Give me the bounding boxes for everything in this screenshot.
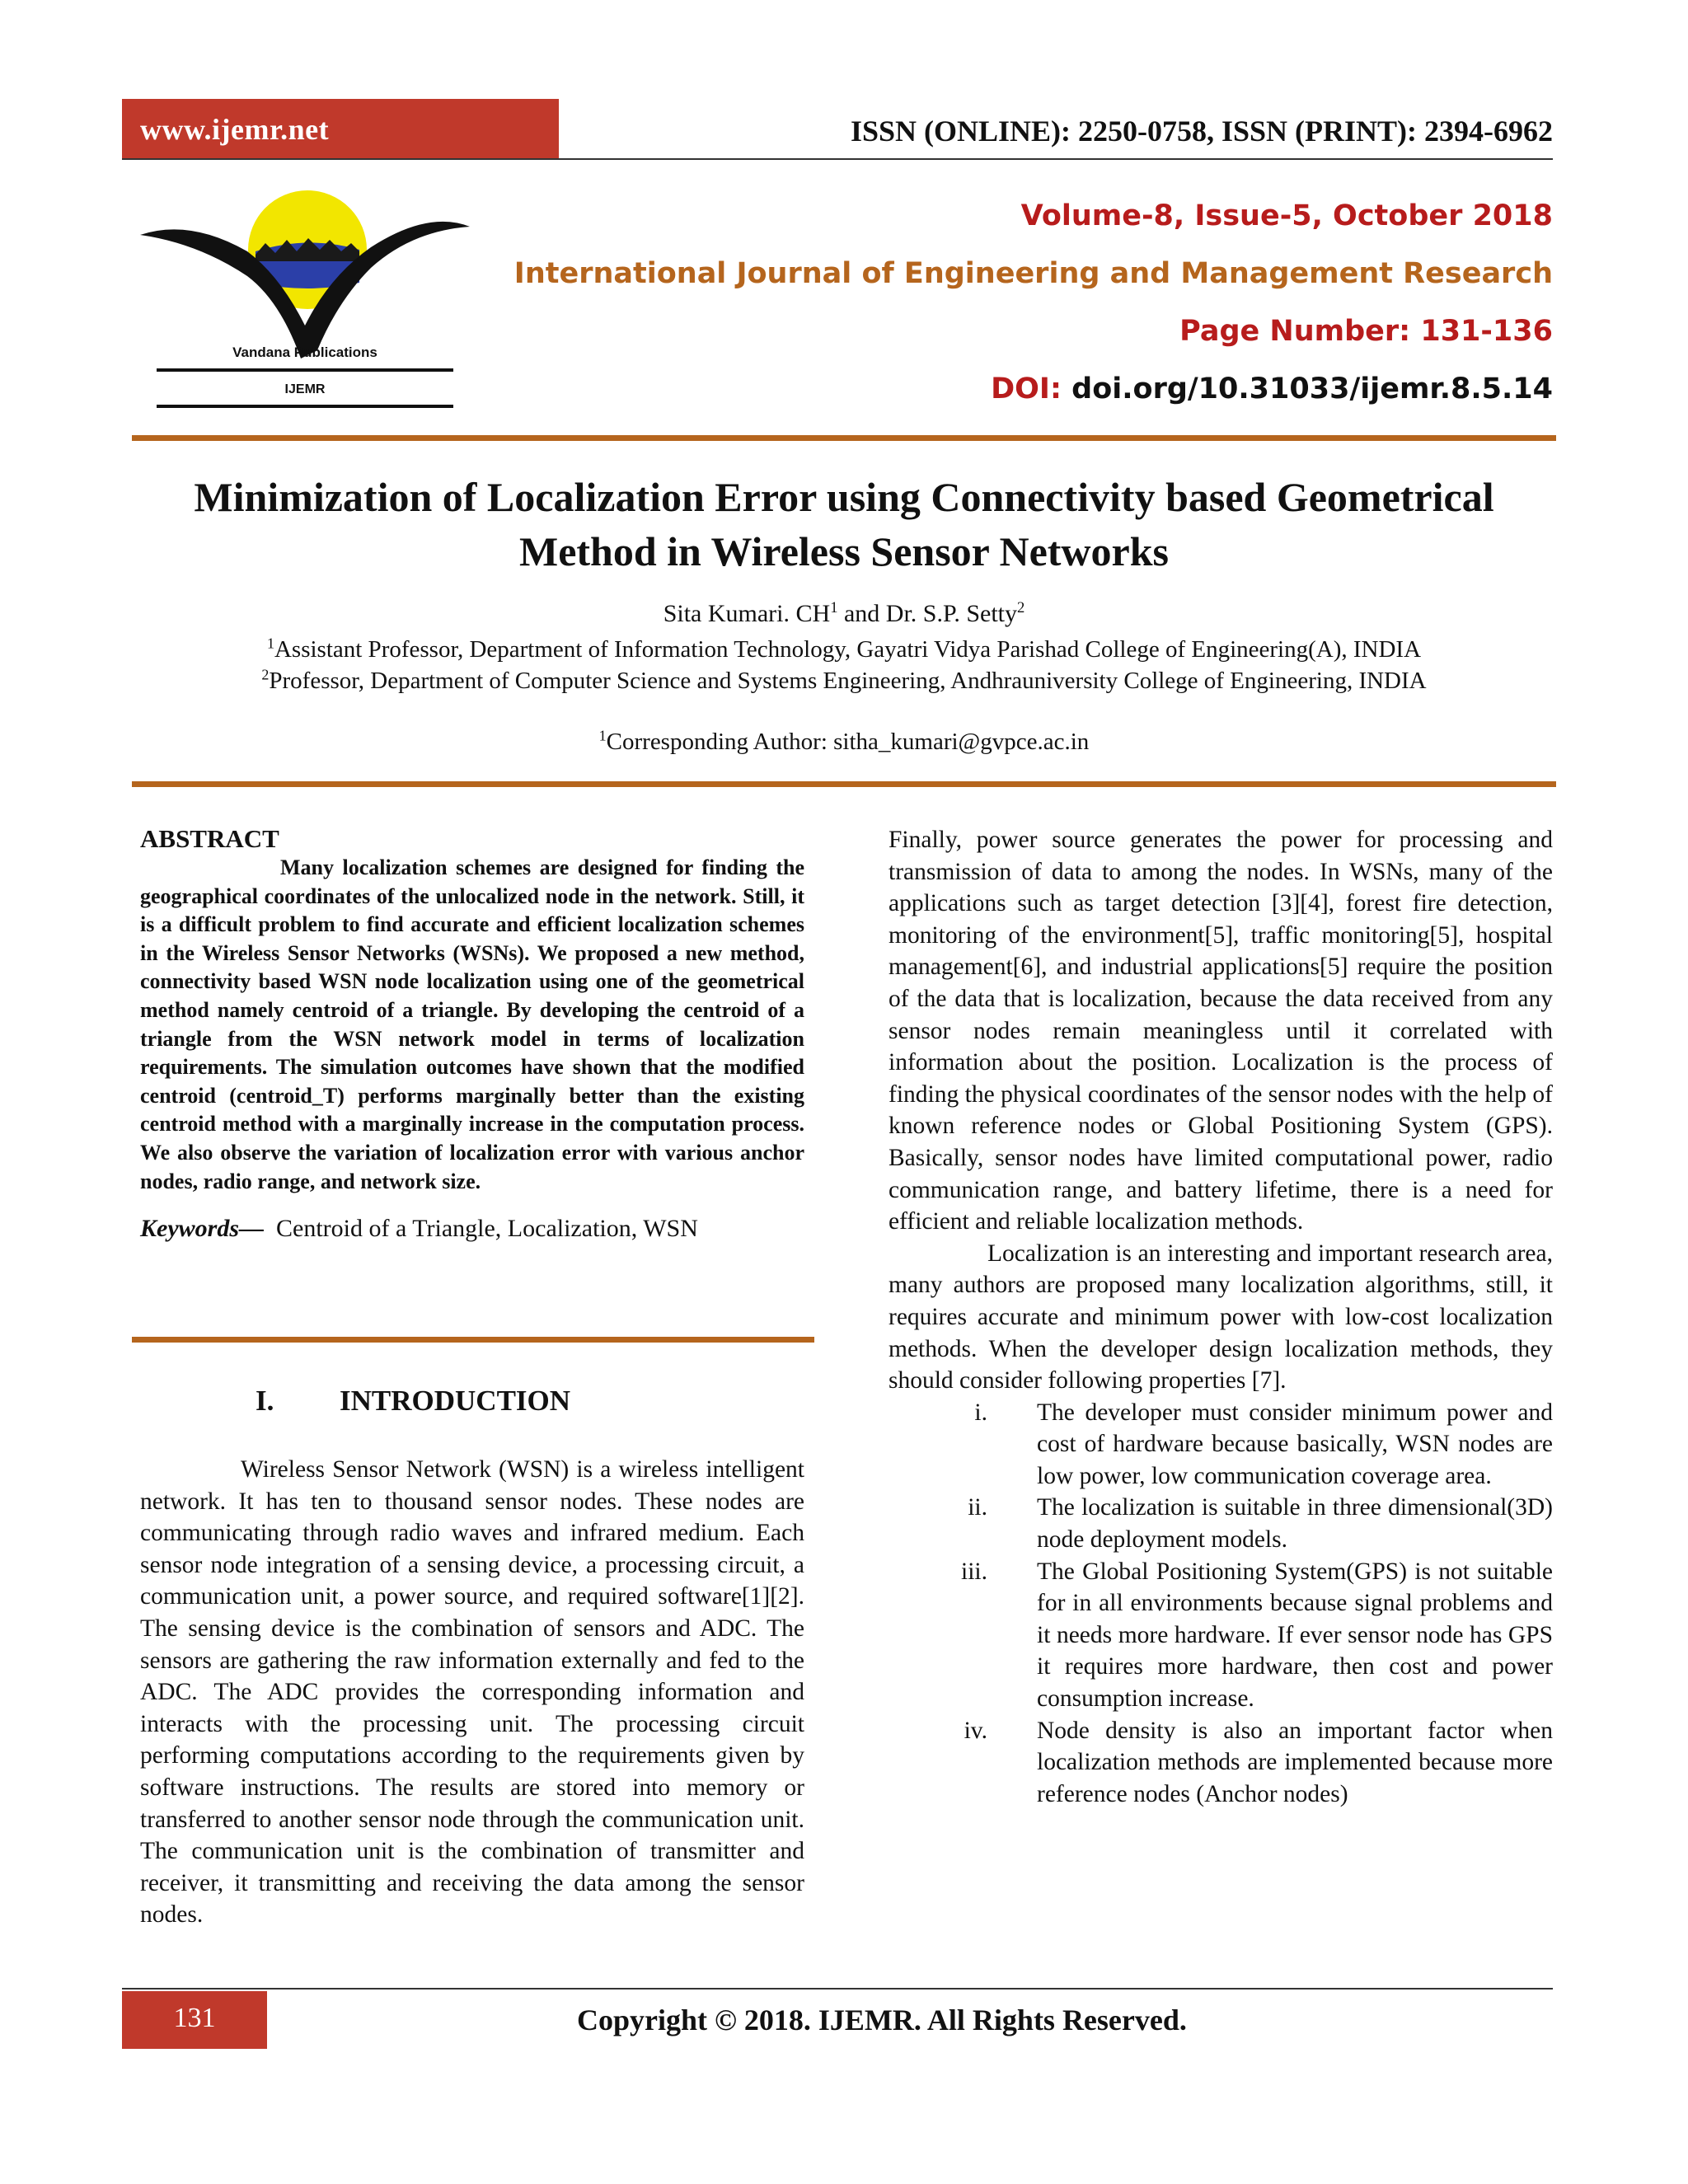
paper-title bbox=[122, 470, 1566, 579]
affiliation-2-sup: 2 bbox=[261, 666, 270, 683]
left-column bbox=[140, 824, 804, 1244]
list-item-text: Node density is also an important factor when localization methods are implemented because more reference nodes (Anchor nodes) bbox=[1037, 1717, 1553, 1807]
right-column bbox=[889, 824, 1553, 1810]
keywords-text: Centroid of a Triangle, Localization, WSN bbox=[264, 1215, 698, 1243]
list-item-number: iv. bbox=[964, 1717, 987, 1744]
bird-sun-icon bbox=[132, 185, 478, 424]
author-1: Sita Kumari. CH bbox=[663, 600, 831, 627]
corresponding-email[interactable]: Corresponding Author: sitha_kumari@gvpce.ac.in bbox=[606, 729, 1090, 755]
right-para-2: Localization is an interesting and important research area, many authors are proposed many localization algorithms, still, it requires accurate and minimum power with low-cost localization methods. When the developer design localization methods, they should consider following properties [7]. bbox=[889, 1240, 1553, 1394]
title-line-1: Minimization of Localization Error using Connectivity based Geometrical bbox=[194, 474, 1494, 520]
list-item bbox=[889, 1397, 1553, 1493]
logo-abbrev-text: IJEMR bbox=[284, 382, 326, 396]
journal-name: International Journal of Engineering and Management Research bbox=[513, 257, 1553, 290]
title-line-2: Method in Wireless Sensor Networks bbox=[519, 528, 1169, 574]
list-item-number: ii. bbox=[968, 1494, 987, 1521]
doi-line bbox=[991, 373, 1553, 405]
footer-rule bbox=[122, 1988, 1553, 1990]
intro-text: Wireless Sensor Network (WSN) is a wireless intelligent network. It has ten to thousand sensor nodes. These nodes are communicating through radio waves and infrared medium. Each sensor node integration of a sensing device, a processing circuit, a communication unit, a power source, and required software[1][2]. The sensing device is the combination of sensors and ADC. The sensors are gathering the raw information externally and fed to the ADC. The ADC provides the corresponding information and interacts with the processing unit. The processing circuit performing computations according to the requirements given by software instructions. The results are stored into memory or transferred to another sensor node through the communication unit. The communication unit is the combination of transmitter and receiver, it transmitting and receiving the data among the sensor nodes. bbox=[140, 1456, 804, 1929]
header-rule bbox=[122, 158, 1553, 160]
list-item-number: iii. bbox=[961, 1558, 987, 1585]
rule-mid bbox=[132, 781, 1556, 787]
affiliation-1-text: Assistant Professor, Department of Information Technology, Gayatri Vidya Parishad College of Engineering(A), INDIA bbox=[274, 636, 1422, 663]
affiliation-2 bbox=[122, 668, 1566, 695]
author-1-sup: 1 bbox=[830, 599, 838, 616]
rule-top bbox=[132, 435, 1556, 441]
publisher-logo bbox=[132, 185, 478, 424]
keywords bbox=[140, 1214, 804, 1244]
corresponding-author bbox=[122, 729, 1566, 756]
issn-line: ISSN (ONLINE): 2250-0758, ISSN (PRINT): 2394-6962 bbox=[850, 115, 1553, 148]
rule-keywords bbox=[132, 1337, 814, 1343]
volume-issue: Volume-8, Issue-5, October 2018 bbox=[1020, 199, 1553, 232]
intro-number: I. bbox=[256, 1385, 274, 1417]
authors-line bbox=[122, 600, 1566, 628]
list-item bbox=[889, 1556, 1553, 1715]
corr-sup: 1 bbox=[598, 727, 607, 744]
intro-title: INTRODUCTION bbox=[340, 1385, 571, 1417]
list-item-text: The localization is suitable in three dimensional(3D) node deployment models. bbox=[1037, 1494, 1553, 1554]
affiliation-1-sup: 1 bbox=[266, 635, 274, 652]
list-item bbox=[889, 1492, 1553, 1555]
properties-list bbox=[889, 1397, 1553, 1811]
affiliation-2-text: Professor, Department of Computer Science and Systems Engineering, Andhrauniversity College of Engineering, INDIA bbox=[269, 668, 1427, 694]
right-para-1: Finally, power source generates the power for processing and transmission of data to among the nodes. In WSNs, many of the applications such as target detection [3][4], forest fire detection, monitoring of the environment[5], traffic monitoring[5], hospital management[6], and industrial applications[5] require the position of the data that is localization, because the data received from any sensor nodes remain meaningless until it correlated with information about the position. Localization is the process of finding the physical coordinates of the sensor nodes with the help of known reference nodes or Global Positioning System (GPS). Basically, sensor nodes have limited computational power, radio communication range, and battery lifetime, there is a need for efficient and reliable localization methods. bbox=[889, 827, 1553, 1235]
copyright: Copyright © 2018. IJEMR. All Rights Reserved. bbox=[577, 2004, 1187, 2036]
list-item-number: i. bbox=[974, 1399, 987, 1426]
author-2-sup: 2 bbox=[1017, 599, 1025, 616]
affiliation-1 bbox=[122, 636, 1566, 663]
list-item-text: The developer must consider minimum power and cost of hardware because basically, WSN nodes are low power, low communication coverage area. bbox=[1037, 1399, 1553, 1489]
author-2: and Dr. S.P. Setty bbox=[837, 600, 1018, 627]
list-item bbox=[889, 1715, 1553, 1811]
abstract-text: Many localization schemes are designed for finding the geographical coordinates of the unlocalized node in the network. Still, it is a difficult problem to find accurate and efficient localization schemes in the Wireless Sensor Networks (WSNs). We proposed a new method, connectivity based WSN node localization using one of the geometrical method namely centroid of a triangle. By developing the centroid of a triangle from the WSN network model in terms of localization requirements. The simulation outcomes have shown that the modified centroid (centroid_T) performs marginally better than the existing centroid method with a marginally increase in the computation process. We also observe the variation of localization error with various anchor nodes, radio range, and network size. bbox=[140, 855, 804, 1193]
page-number: 131 bbox=[173, 2003, 216, 2033]
page-number-range: Page Number: 131-136 bbox=[1179, 315, 1553, 348]
abstract-heading: ABSTRACT bbox=[140, 824, 279, 853]
site-url[interactable]: www.ijemr.net bbox=[140, 113, 330, 146]
doi-link[interactable]: doi.org/10.31033/ijemr.8.5.14 bbox=[1061, 373, 1553, 405]
logo-publisher-text: Vandana Publications bbox=[232, 344, 377, 360]
doi-label: DOI: bbox=[991, 373, 1062, 405]
keywords-label: Keywords— bbox=[140, 1215, 264, 1243]
list-item-text: The Global Positioning System(GPS) is not suitable for in all environments because signal problems and it needs more hardware. If ever sensor node has GPS it requires more hardware, then cost and power consumption increase. bbox=[1037, 1558, 1553, 1713]
